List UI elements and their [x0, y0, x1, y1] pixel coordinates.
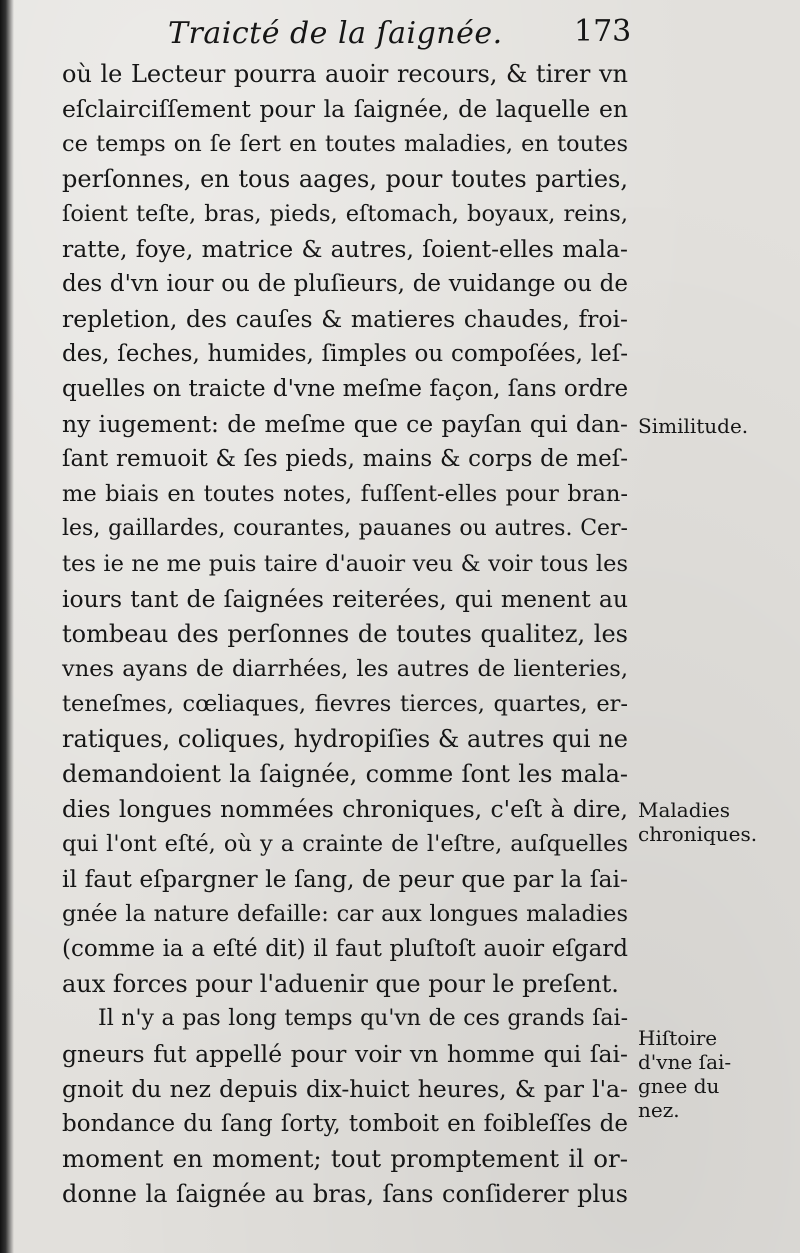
- text-line: qui l'ont eſté, où y a crainte de l'eſtre, auſquelles: [62, 831, 628, 857]
- text-line: tombeau des perſonnes de toutes qualitez, les: [62, 620, 628, 648]
- margin-note-line: gnee du: [638, 1074, 720, 1098]
- text-line: il faut eſpargner le ſang, de peur que par la ſai-: [62, 865, 628, 893]
- text-line: quelles on traicte d'vne meſme façon, ſans ordre: [62, 376, 629, 402]
- text-line: tes ie ne me puis taire d'auoir veu & voir tous les: [62, 551, 628, 577]
- text-line: ratte, foye, matrice & autres, ſoient-elles mala-: [62, 235, 628, 263]
- text-line: gnée la nature defaille: car aux longues maladies: [62, 901, 628, 927]
- text-line: iours tant de ſaignées reiterées, qui menent au: [62, 585, 628, 613]
- text-line: (comme ia a eſté dit) il faut pluſtoſt auoir eſgard: [62, 936, 628, 962]
- margin-note-similitude: [638, 414, 788, 438]
- text-line: donne la ſaignée au bras, ſans conſiderer plus: [62, 1180, 628, 1208]
- text-line: les, gaillardes, courantes, pauanes ou autres. Cer-: [62, 516, 628, 541]
- text-line: aux forces pour l'aduenir que pour le preſent.: [62, 970, 619, 998]
- running-title: Traicté de la ſaignée.: [168, 16, 503, 51]
- text-line: où le Lecteur pourra auoir recours, & tirer vn: [62, 60, 628, 88]
- text-line: repletion, des cauſes & matieres chaudes, froi-: [62, 305, 628, 333]
- page-number: 173: [574, 14, 632, 49]
- margin-note-line: Maladies: [638, 798, 731, 822]
- text-line: moment en moment; tout promptement il or-: [62, 1144, 628, 1173]
- text-line: perſonnes, en tous aages, pour toutes parties,: [62, 165, 628, 193]
- margin-note-line: Similitude.: [638, 414, 749, 438]
- margin-note-maladies-chroniques: [638, 798, 788, 846]
- text-line: vnes ayans de diarrhées, les autres de lienteries,: [62, 656, 628, 682]
- text-line: ſoient teſte, bras, pieds, eſtomach, boyaux, reins,: [62, 201, 628, 227]
- margin-note-line: d'vne ſai-: [638, 1050, 732, 1074]
- text-line: ce temps on ſe ſert en toutes maladies, en toutes: [62, 131, 628, 157]
- margin-note-line: nez.: [638, 1098, 680, 1122]
- text-line: ny iugement: de meſme que ce payſan qui dan-: [62, 410, 628, 438]
- text-line: me biais en toutes notes, fuſſent-elles pour bran-: [62, 481, 628, 507]
- text-line: ſant remuoit & ſes pieds, mains & corps de meſ-: [62, 446, 628, 472]
- text-line: gnoit du nez depuis dix-huict heures, & par l'a-: [62, 1075, 628, 1103]
- margin-note-histoire: [638, 1026, 788, 1122]
- text-line: Il n'y a pas long temps qu'vn de ces grands ſai-: [98, 1006, 628, 1031]
- text-line: des, ſeches, humides, ſimples ou compoſées, leſ-: [62, 341, 628, 367]
- text-line: dies longues nommées chroniques, c'eſt à dire,: [62, 795, 628, 823]
- text-line: demandoient la ſaignée, comme ſont les mala-: [62, 760, 628, 788]
- text-line: eſclairciſſement pour la ſaignée, de laquelle en: [62, 95, 628, 123]
- text-line: ratiques, coliques, hydropiſies & autres qui ne: [62, 725, 628, 753]
- margin-note-line: chroniques.: [638, 822, 758, 846]
- binding-shadow: [0, 0, 14, 1253]
- text-line: bondance du ſang ſorty, tomboit en foibleſſes de: [62, 1111, 628, 1137]
- text-line: des d'vn iour ou de pluſieurs, de vuidange ou de: [62, 271, 628, 297]
- text-line: gneurs fut appellé pour voir vn homme qui ſai-: [62, 1040, 628, 1068]
- margin-note-line: Hiſtoire: [638, 1026, 718, 1050]
- text-line: teneſmes, cœliaques, fievres tierces, quartes, er-: [62, 691, 628, 717]
